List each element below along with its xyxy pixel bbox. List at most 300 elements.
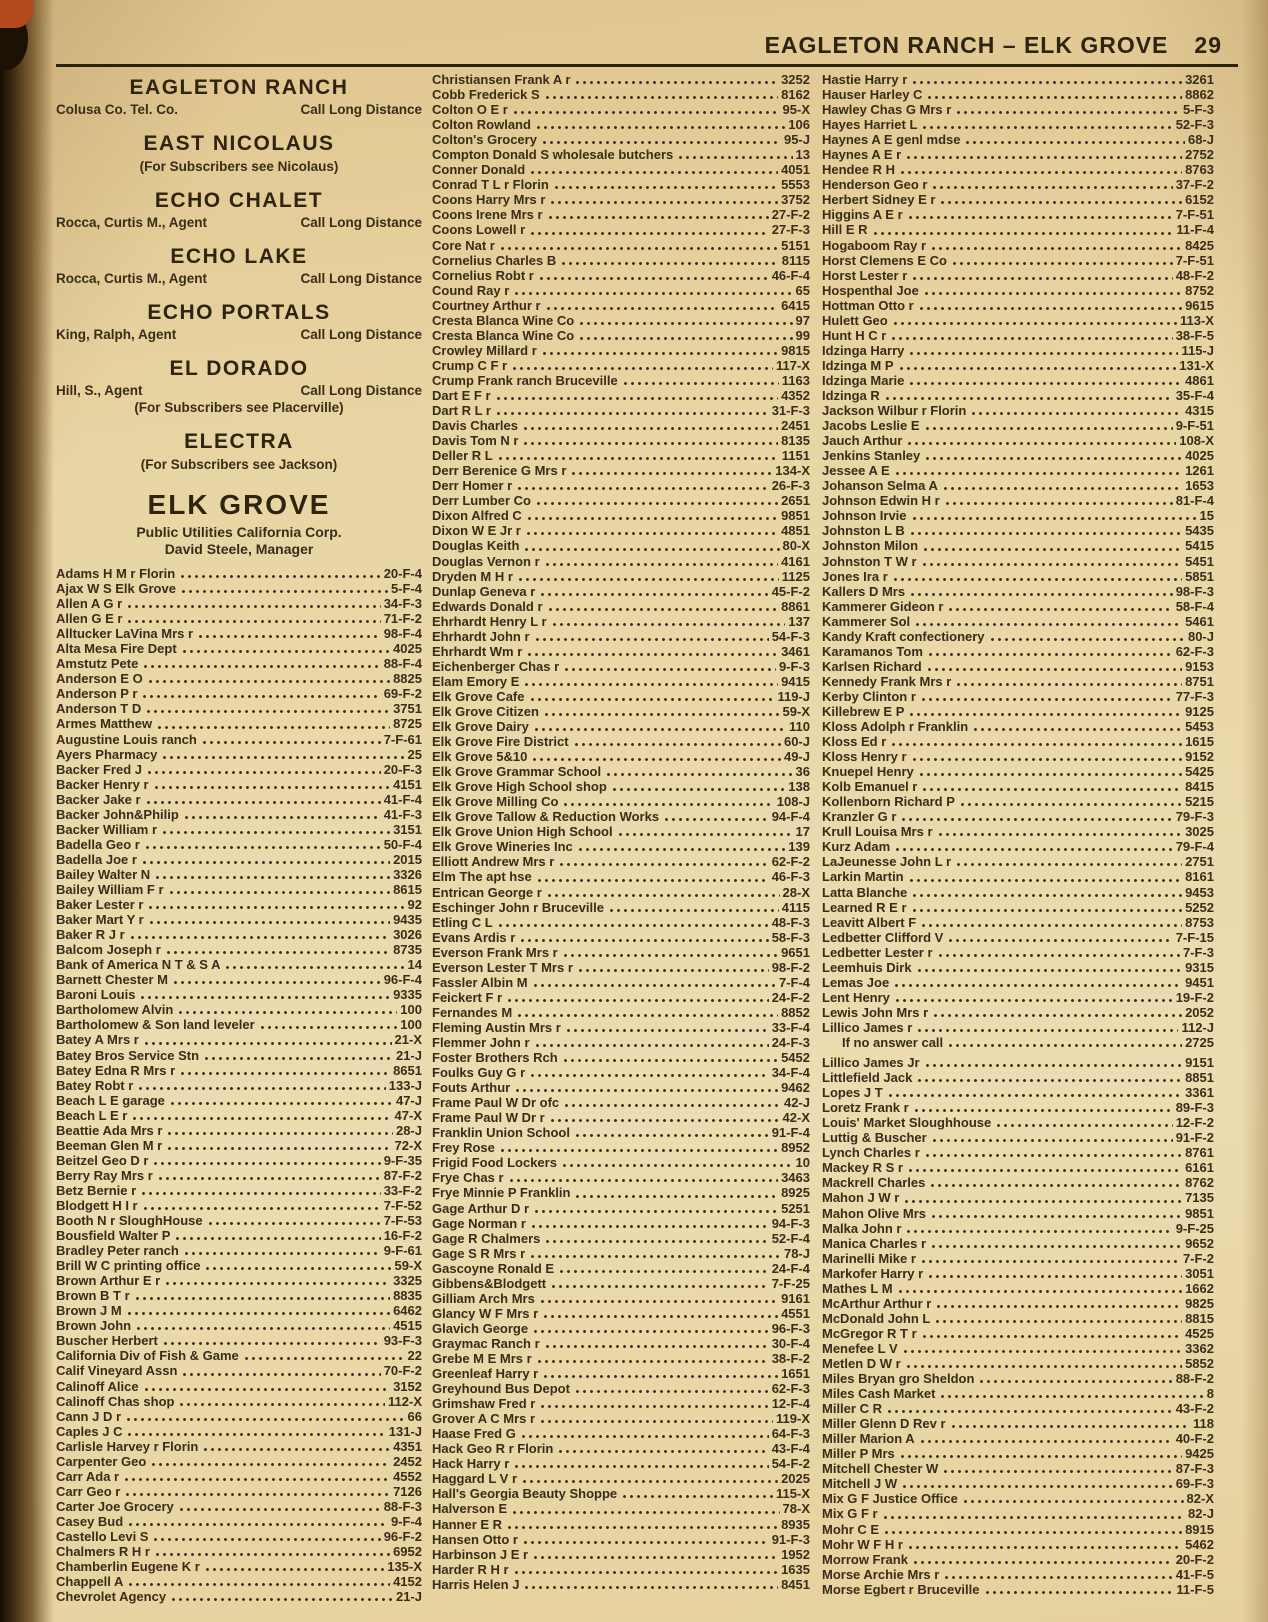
directory-entry xyxy=(822,945,1214,960)
call-instruction: Call Long Distance xyxy=(300,327,422,342)
entry-name: Haase Fred G xyxy=(432,1426,516,1442)
directory-entry xyxy=(822,1266,1214,1281)
directory-entry xyxy=(432,448,810,463)
directory-entry xyxy=(822,1236,1214,1251)
directory-entry xyxy=(56,1032,422,1047)
directory-entry xyxy=(432,644,810,659)
entry-number: 119-X xyxy=(776,1411,810,1427)
entry-name: Backer John&Philip xyxy=(56,806,179,822)
dot-leader xyxy=(512,1456,768,1471)
entry-name: Chappell A xyxy=(56,1574,124,1590)
entry-number: 106 xyxy=(788,117,810,133)
entry-name: Blodgett H I r xyxy=(56,1197,138,1213)
directory-entry xyxy=(822,659,1214,674)
directory-entry xyxy=(822,1386,1214,1401)
entry-number: 9335 xyxy=(393,987,422,1003)
entry-number: 1163 xyxy=(781,372,810,388)
entry-number: 9851 xyxy=(1185,1205,1214,1221)
directory-entry xyxy=(432,493,810,508)
entry-name: Loretz Frank r xyxy=(822,1100,909,1116)
directory-entry xyxy=(822,644,1214,659)
dot-leader xyxy=(908,523,1182,538)
dot-leader xyxy=(912,1100,1173,1115)
dot-leader xyxy=(930,1130,1173,1145)
entry-name: Bailey William F r xyxy=(56,881,164,897)
dot-leader xyxy=(138,987,390,1002)
directory-entry xyxy=(432,854,810,869)
directory-entry xyxy=(822,433,1214,448)
dot-leader xyxy=(899,809,1172,824)
entry-name: Kloss Adolph r Franklin xyxy=(822,719,969,735)
entry-number: 9-F-25 xyxy=(1175,1220,1214,1236)
dot-leader xyxy=(525,508,778,523)
entry-name: Killebrew E P xyxy=(822,703,905,719)
dot-leader xyxy=(910,268,1172,283)
dot-leader xyxy=(171,972,381,987)
directory-entry xyxy=(822,1296,1214,1311)
entry-name: Bailey Walter N xyxy=(56,866,151,882)
entry-number: 138 xyxy=(788,779,810,795)
entry-number: 1662 xyxy=(1185,1280,1214,1296)
entry-number: 80-X xyxy=(782,538,810,554)
dot-leader xyxy=(519,1426,769,1441)
entry-name: Fernandes M xyxy=(432,1004,513,1020)
dot-leader xyxy=(898,1446,1182,1461)
dot-leader xyxy=(544,298,779,313)
directory-entry xyxy=(56,1153,422,1168)
dot-leader xyxy=(528,162,778,177)
dot-leader xyxy=(540,132,781,147)
directory-entry xyxy=(822,132,1214,147)
directory-entry xyxy=(56,1108,422,1123)
entry-name: Elliott Andrew Mrs r xyxy=(432,854,555,870)
entry-number: 33-F-2 xyxy=(383,1182,422,1198)
entry-name: Horst Clemens E Co xyxy=(822,252,947,268)
dot-leader xyxy=(886,1085,1182,1100)
entry-name: Brown B T r xyxy=(56,1288,130,1304)
directory-entry xyxy=(432,1080,810,1095)
directory-entry xyxy=(56,1469,422,1484)
directory-entry xyxy=(56,1484,422,1499)
dot-leader xyxy=(160,822,390,837)
entry-number: 66 xyxy=(407,1408,422,1424)
directory-entry xyxy=(822,87,1214,102)
dot-leader xyxy=(919,915,1182,930)
directory-entry xyxy=(432,463,810,478)
dot-leader xyxy=(139,1183,381,1198)
entry-name: Harbinson J E r xyxy=(432,1546,529,1562)
entry-name: Hastie Harry r xyxy=(822,72,908,87)
entry-number: 7135 xyxy=(1185,1190,1214,1206)
call-instruction: Call Long Distance xyxy=(300,383,422,398)
entry-number: 96-F-3 xyxy=(771,1320,810,1336)
entry-name: Grover A C Mrs r xyxy=(432,1411,536,1427)
dot-leader xyxy=(883,388,1173,403)
entry-number: 8852 xyxy=(781,1004,810,1020)
directory-entry xyxy=(432,1501,810,1516)
dot-leader xyxy=(562,659,776,674)
entry-name: Elk Grove Milling Co xyxy=(432,794,559,810)
dot-leader xyxy=(925,87,1182,102)
entry-number: 8415 xyxy=(1185,779,1214,795)
dot-leader xyxy=(620,1486,773,1501)
dot-leader xyxy=(882,1522,1182,1537)
entry-name: Hill E R xyxy=(822,222,868,238)
dot-leader xyxy=(537,268,769,283)
entry-name: Kranzler G r xyxy=(822,809,897,825)
entry-number: 20-F-2 xyxy=(1175,1551,1214,1567)
entry-name: Latta Blanche xyxy=(822,884,908,900)
entry-name: Cann J D r xyxy=(56,1408,122,1424)
dot-leader xyxy=(920,1326,1182,1341)
dot-leader xyxy=(125,1303,390,1318)
entry-name: Alltucker LaVina Mrs r xyxy=(56,626,194,642)
agent-row xyxy=(56,271,422,287)
directory-entry xyxy=(822,418,1214,433)
entry-name: Calinoff Alice xyxy=(56,1378,139,1394)
dot-leader xyxy=(572,734,781,749)
directory-entry xyxy=(822,222,1214,237)
agent-name: King, Ralph, Agent xyxy=(56,327,177,342)
entry-name: Ehrhardt Henry L r xyxy=(432,613,547,629)
entry-number: 62-F-2 xyxy=(771,854,810,870)
entry-name: Gascoyne Ronald E xyxy=(432,1260,555,1276)
directory-entry xyxy=(432,1246,810,1261)
directory-entry xyxy=(432,1050,810,1065)
dot-leader xyxy=(528,1065,769,1080)
agent-name: Rocca, Curtis M., Agent xyxy=(56,271,208,286)
entry-name: Frye Chas r xyxy=(432,1170,504,1186)
directory-entry xyxy=(432,1110,810,1125)
entry-name: Kallers D Mrs xyxy=(822,583,906,599)
directory-entry xyxy=(56,987,422,1002)
entry-name: Knuepel Henry xyxy=(822,764,914,780)
entry-number: 2452 xyxy=(393,1453,422,1469)
agent-row xyxy=(56,383,422,399)
exchange-section xyxy=(56,430,422,473)
dot-leader xyxy=(954,102,1180,117)
entry-number: 11-F-4 xyxy=(1176,222,1214,238)
entry-number: 21-J xyxy=(395,1047,422,1063)
entry-number: 4115 xyxy=(781,899,810,915)
dot-leader xyxy=(963,132,1184,147)
directory-entry xyxy=(56,1589,422,1604)
entry-number: 1125 xyxy=(781,568,810,584)
agent-name: Colusa Co. Tel. Co. xyxy=(56,102,179,117)
dot-leader xyxy=(904,1221,1172,1236)
dot-leader xyxy=(904,1356,1182,1371)
directory-entry xyxy=(822,1461,1214,1476)
directory-entry xyxy=(822,1537,1214,1552)
directory-entry xyxy=(822,854,1214,869)
entry-name: Coons Harry Mrs r xyxy=(432,192,546,208)
directory-entry xyxy=(432,569,810,584)
directory-entry xyxy=(432,659,810,674)
dot-leader xyxy=(160,747,404,762)
entry-name: Lillico James r xyxy=(822,1019,913,1035)
entry-name: Louis' Market Sloughhouse xyxy=(822,1115,992,1131)
dot-leader xyxy=(496,915,769,930)
directory-entry xyxy=(432,222,810,237)
dot-leader xyxy=(950,253,1173,268)
dot-leader xyxy=(147,912,390,927)
entry-name: Anderson E O xyxy=(56,671,143,687)
entry-number: 93-F-3 xyxy=(383,1333,422,1349)
entry-number: 10 xyxy=(795,1155,810,1171)
entry-name: Derr Lumber Co xyxy=(432,493,531,509)
directory-entry xyxy=(56,1017,422,1032)
dot-leader xyxy=(515,1005,778,1020)
entry-name: Ayers Pharmacy xyxy=(56,746,158,762)
dot-leader xyxy=(167,882,391,897)
entry-number: 1651 xyxy=(781,1366,810,1382)
dot-leader xyxy=(923,448,1182,463)
dot-leader xyxy=(576,960,769,975)
entry-number: 9125 xyxy=(1185,703,1214,719)
entry-name: Mitchell J W xyxy=(822,1476,898,1492)
dot-leader xyxy=(919,1251,1180,1266)
dot-leader xyxy=(128,927,390,942)
entry-name: Backer Jake r xyxy=(56,791,141,807)
column-middle xyxy=(432,72,810,1592)
entry-name: Littlefield Jack xyxy=(822,1070,913,1086)
entry-number: 5252 xyxy=(1185,899,1214,915)
directory-entry xyxy=(432,1155,810,1170)
entry-number: 54-F-2 xyxy=(771,1456,810,1472)
entry-number: 38-F-5 xyxy=(1175,327,1214,343)
entry-number: 88-F-3 xyxy=(383,1498,422,1514)
dot-leader xyxy=(521,433,778,448)
dot-leader xyxy=(929,1236,1182,1251)
dot-leader xyxy=(203,1258,391,1273)
entry-name: Elk Grove High School shop xyxy=(432,779,607,795)
directory-entry xyxy=(822,584,1214,599)
entry-number: 108-X xyxy=(1179,433,1214,449)
directory-entry xyxy=(432,839,810,854)
entry-number: 13 xyxy=(795,147,810,163)
directory-entry xyxy=(822,403,1214,418)
entry-name: Conner Donald xyxy=(432,162,526,178)
directory-entry xyxy=(56,792,422,807)
dot-leader xyxy=(920,554,1182,569)
dot-leader xyxy=(971,719,1182,734)
dot-leader xyxy=(125,596,380,611)
directory-entry xyxy=(822,117,1214,132)
dot-leader xyxy=(169,1589,393,1604)
directory-entry xyxy=(432,990,810,1005)
directory-entry xyxy=(56,1048,422,1063)
entry-number: 7-F-51 xyxy=(1175,252,1214,268)
entry-number: 133-J xyxy=(388,1077,422,1093)
dot-leader xyxy=(923,1055,1183,1070)
entry-name: Hogaboom Ray r xyxy=(822,237,927,253)
entry-number: 79-F-4 xyxy=(1175,839,1214,855)
directory-entry xyxy=(432,915,810,930)
entry-name: Johnston Milon xyxy=(822,538,919,554)
entry-name: Henderson Geo r xyxy=(822,177,928,193)
page-title: EAGLETON RANCH – ELK GROVE xyxy=(764,32,1169,58)
directory-entry xyxy=(56,626,422,641)
entry-number: 12-F-4 xyxy=(771,1396,810,1412)
entry-number: 8615 xyxy=(393,881,422,897)
entry-number: 20-F-4 xyxy=(383,566,422,581)
directory-entry xyxy=(56,777,422,792)
entry-name: Douglas Vernon r xyxy=(432,553,540,569)
entry-name: Hospenthal Joe xyxy=(822,282,919,298)
directory-entry xyxy=(822,674,1214,689)
entry-name: Harder R H r xyxy=(432,1561,509,1577)
see-reference-note: (For Subscribers see Placerville) xyxy=(134,400,344,415)
dot-leader xyxy=(136,1078,385,1093)
directory-entry xyxy=(432,238,810,253)
entry-name: Hawley Chas G Mrs r xyxy=(822,102,952,118)
dot-leader xyxy=(178,1063,390,1078)
dot-leader xyxy=(179,581,388,596)
directory-entry xyxy=(56,1093,422,1108)
entry-name: McArthur Arthur r xyxy=(822,1295,932,1311)
exchange-heading: EAGLETON RANCH xyxy=(129,76,349,99)
dot-leader xyxy=(931,1005,1182,1020)
entry-number: 119-J xyxy=(777,688,810,704)
dot-leader xyxy=(881,1506,1185,1521)
directory-entry xyxy=(56,762,422,777)
entry-name: Manica Charles r xyxy=(822,1235,927,1251)
directory-entry xyxy=(56,686,422,701)
directory-entry xyxy=(432,523,810,538)
directory-entry xyxy=(56,1333,422,1348)
entry-name: Mitchell Chester W xyxy=(822,1461,939,1477)
entry-number: 47-X xyxy=(394,1107,422,1123)
directory-entry xyxy=(432,358,810,373)
entry-number: 54-F-3 xyxy=(771,628,810,644)
entry-name: Cobb Frederick S xyxy=(432,87,540,103)
directory-entry xyxy=(822,328,1214,343)
directory-entry xyxy=(56,566,422,581)
entry-number: 37-F-2 xyxy=(1175,177,1214,193)
dot-leader xyxy=(942,1567,1172,1582)
dot-leader xyxy=(917,764,1182,779)
entry-number: 97 xyxy=(795,312,810,328)
entry-number: 87-F-3 xyxy=(1175,1461,1214,1477)
directory-entry xyxy=(822,523,1214,538)
dot-leader xyxy=(203,1559,385,1574)
entry-name: Frey Rose xyxy=(432,1140,495,1156)
exchange-heading: ECHO CHALET xyxy=(154,189,324,212)
entry-number: 2025 xyxy=(781,1471,810,1487)
directory-entry xyxy=(822,102,1214,117)
entry-number: 8915 xyxy=(1185,1521,1214,1537)
entry-number: 2751 xyxy=(1185,854,1214,870)
directory-entry xyxy=(822,147,1214,162)
dot-leader xyxy=(122,1469,390,1484)
dot-leader xyxy=(177,1499,381,1514)
entry-number: 48-F-2 xyxy=(1175,267,1214,283)
directory-entry xyxy=(432,1577,810,1592)
dot-leader xyxy=(146,671,390,686)
directory-entry xyxy=(432,930,810,945)
dot-leader xyxy=(915,1070,1182,1085)
entry-number: 34-F-4 xyxy=(771,1065,810,1081)
directory-entry xyxy=(432,162,810,177)
dot-leader xyxy=(151,1153,380,1168)
entry-name: Johanson Selma A xyxy=(822,478,938,494)
entry-number: 5852 xyxy=(1185,1355,1214,1371)
directory-entry xyxy=(56,1439,422,1454)
entry-number: 3252 xyxy=(781,72,810,87)
directory-entry xyxy=(822,192,1214,207)
entry-number: 6161 xyxy=(1185,1160,1214,1176)
dot-leader xyxy=(604,764,792,779)
entry-name: Anderson P r xyxy=(56,686,138,702)
entry-number: 4161 xyxy=(781,553,810,569)
directory-entry xyxy=(56,1243,422,1258)
entry-number: 9-F-61 xyxy=(383,1243,422,1259)
entry-name: Calinoff Chas shop xyxy=(56,1393,175,1409)
entry-name: Marinelli Mike r xyxy=(822,1250,916,1266)
entry-number: 9851 xyxy=(781,508,810,524)
entry-number: 8825 xyxy=(393,671,422,687)
entry-number: 112-J xyxy=(1181,1019,1214,1035)
entry-name: Colton's Grocery xyxy=(432,132,537,148)
entry-name: Barnett Chester M xyxy=(56,972,168,988)
dot-leader xyxy=(125,1424,385,1439)
directory-entry xyxy=(432,1125,810,1140)
entry-number: 7-F-3 xyxy=(1182,944,1214,960)
entry-number: 8751 xyxy=(1185,673,1214,689)
entry-number: 88-F-4 xyxy=(383,656,422,672)
entry-name: Batey Robt r xyxy=(56,1077,134,1093)
dot-leader xyxy=(561,1050,778,1065)
entry-name: Hendee R H xyxy=(822,162,895,178)
entry-number: 98-F-3 xyxy=(1175,583,1214,599)
entry-name: Baker Mart Y r xyxy=(56,912,144,928)
entry-number: 8815 xyxy=(1185,1310,1214,1326)
entry-name: McDonald John L xyxy=(822,1310,931,1326)
entry-number: 16-F-2 xyxy=(383,1228,422,1244)
entry-number: 20-F-3 xyxy=(383,761,422,777)
dot-leader xyxy=(200,732,381,747)
dot-leader xyxy=(889,734,1182,749)
entry-number: 59-X xyxy=(782,703,810,719)
directory-entry xyxy=(432,1486,810,1501)
directory-entry xyxy=(56,1544,422,1559)
dot-leader xyxy=(919,689,1173,704)
entry-name: Batey Edna R Mrs r xyxy=(56,1062,176,1078)
directory-entry xyxy=(822,689,1214,704)
entry-number: 3463 xyxy=(781,1170,810,1186)
call-instruction: Call Long Distance xyxy=(300,271,422,286)
dot-leader xyxy=(907,343,1178,358)
entry-name: Dunlap Geneva r xyxy=(432,583,536,599)
entry-number: 8161 xyxy=(1185,869,1214,885)
entry-name: Grebe M E Mrs r xyxy=(432,1350,532,1366)
dot-leader xyxy=(541,1306,778,1321)
entry-name: Baroni Louis xyxy=(56,987,136,1003)
entry-number: 4152 xyxy=(393,1574,422,1590)
entry-number: 79-F-3 xyxy=(1175,809,1214,825)
directory-entry xyxy=(822,238,1214,253)
entry-name: Gage R Chalmers xyxy=(432,1230,541,1246)
directory-entry xyxy=(822,268,1214,283)
entry-number: 9425 xyxy=(1185,1446,1214,1462)
dot-leader xyxy=(929,238,1182,253)
directory-entry xyxy=(822,975,1214,990)
entry-name: Derr Berenice G Mrs r xyxy=(432,463,567,479)
entry-name: Cornelius Robt r xyxy=(432,267,534,283)
agent-name: Rocca, Curtis M., Agent xyxy=(56,215,208,230)
entry-name: Caples J C xyxy=(56,1423,123,1439)
entry-number: 11-F-5 xyxy=(1176,1581,1214,1597)
